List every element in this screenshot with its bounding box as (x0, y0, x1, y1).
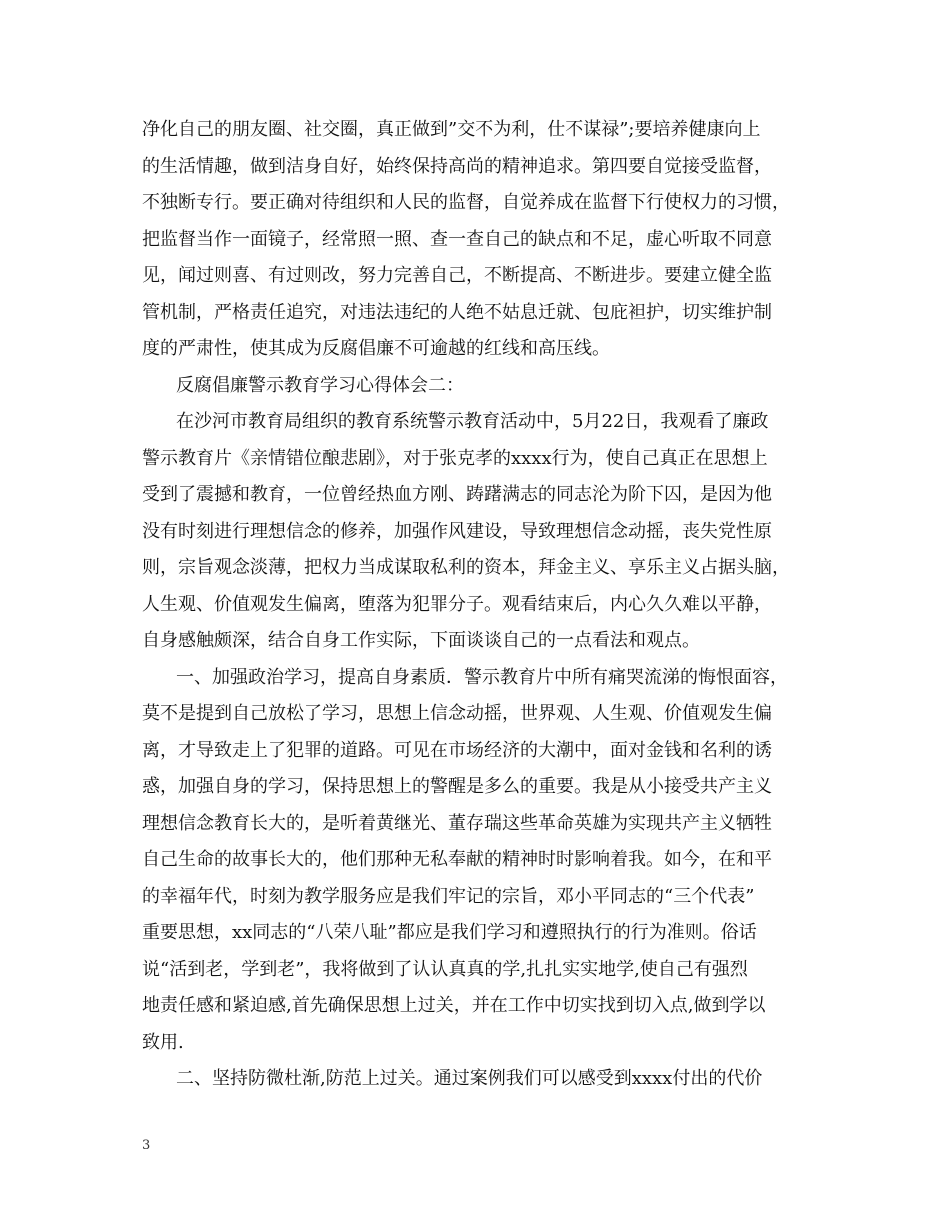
document-body (142, 112, 832, 1098)
section-heading: 反腐倡廉警示教育学习心得体会二： (176, 374, 464, 396)
text-line: 不独断专行。要正确对待组织和人民的监督，自觉养成在监督下行使权力的习惯， (142, 192, 790, 213)
page-number: 3 (142, 1138, 151, 1153)
text-line: 离，才导致走上了犯罪的道路。可见在市场经济的大潮中，面对金钱和名利的诱 (142, 739, 772, 761)
text-line: 的幸福年代，时刻为教学服务应是我们牢记的宗旨，邓小平同志的“三个代表” (142, 885, 755, 907)
text-line: 二、坚持防微杜渐,防范上过关。通过案例我们可以感受到xxxx付出的代价 (176, 1068, 763, 1089)
text-line: 地责任感和紧迫感,首先确保思想上过关，并在工作中切实找到切入点,做到学以 (142, 995, 766, 1016)
text-line: 重要思想，xx同志的“八荣八耻”都应是我们学习和遵照执行的行为准则。俗话 (142, 922, 757, 943)
text-line: 则，宗旨观念淡薄，把权力当成谋取私利的资本，拜金主义、享乐主义占据头脑， (142, 557, 790, 578)
text-line: 一、加强政治学习，提高自身素质．警示教育片中所有痛哭流涕的悔恨面容， (176, 666, 788, 688)
text-line: 受到了震撼和教育，一位曾经热血方刚、踌躇满志的同志沦为阶下囚，是因为他 (142, 484, 772, 505)
text-line: 致用. (142, 1031, 184, 1053)
text-line: 在沙河市教育局组织的教育系统警示教育活动中，5月22日，我观看了廉政 (176, 411, 769, 432)
text-line: 自身感触颇深，结合自身工作实际，下面谈谈自己的一点看法和观点。 (142, 630, 700, 651)
text-line: 见，闻过则喜、有过则改，努力完善自己，不断提高、不断进步。要建立健全监 (142, 265, 772, 286)
text-line: 莫不是提到自己放松了学习，思想上信念动摇，世界观、人生观、价值观发生偏 (142, 703, 772, 724)
text-line: 惑，加强自身的学习，保持思想上的警醒是多么的重要。我是从小接受共产主义 (142, 776, 772, 797)
text-line: 理想信念教育长大的，是听着黄继光、董存瑞这些革命英雄为实现共产主义牺牲 (142, 812, 772, 834)
text-line: 没有时刻进行理想信念的修养，加强作风建设，导致理想信念动摇，丧失党性原 (142, 520, 772, 542)
text-line: 的生活情趣，做到洁身自好，始终保持高尚的精神追求。第四要自觉接受监督， (142, 155, 772, 177)
text-line: 净化自己的朋友圈、社交圈，真正做到”交不为利，仕不谋禄”;要培养健康向上 (142, 119, 761, 140)
text-line: 管机制，严格责任追究，对违法违纪的人绝不姑息迁就、包庇袒护，切实维护制 (142, 301, 772, 323)
text-line: 自己生命的故事长大的，他们那种无私奉献的精神时时影响着我。如今，在和平 (142, 849, 772, 870)
text-line: 警示教育片《亲情错位酿悲剧》，对于张克孝的xxxx行为，使自己真正在思想上 (142, 447, 768, 469)
text-line: 度的严肃性，使其成为反腐倡廉不可逾越的红线和高压线。 (142, 338, 610, 359)
text-line: 人生观、价值观发生偏离，堕落为犯罪分子。观看结束后，内心久久难以平静， (142, 593, 772, 615)
text-line: 说“活到老，学到老”，我将做到了认认真真的学,扎扎实实地学,使自己有强烈 (142, 958, 748, 980)
text-line: 把监督当作一面镜子，经常照一照、查一查自己的缺点和不足，虚心听取不同意 (142, 228, 772, 250)
